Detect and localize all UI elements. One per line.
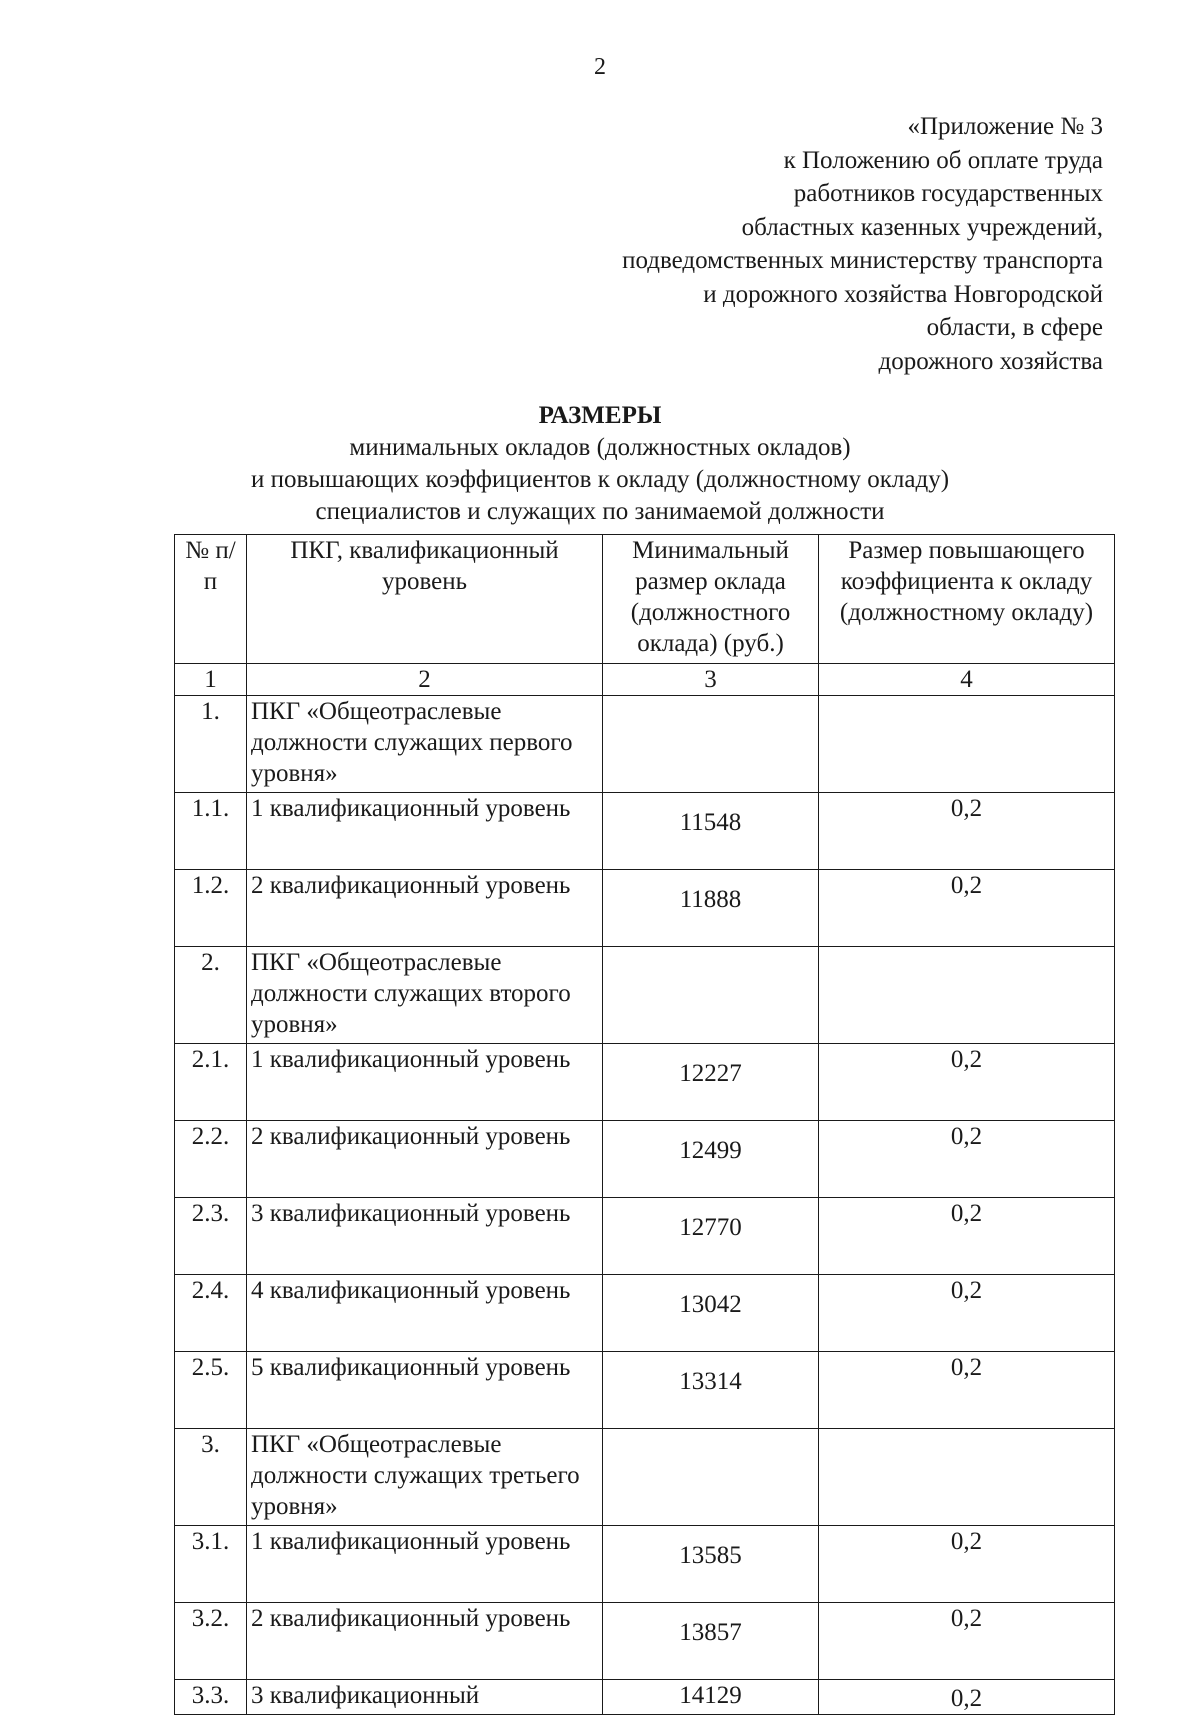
row-min-salary: 12499 xyxy=(603,1121,819,1198)
table-row xyxy=(175,1526,1115,1603)
appendix-line: и дорожного хозяйства Новгородской xyxy=(703,280,1103,308)
row-min-salary: 11548 xyxy=(603,793,819,870)
row-number: 1.2. xyxy=(175,870,247,947)
row-name: 2 квалификационный уровень xyxy=(247,1603,603,1680)
row-name: 4 квалификационный уровень xyxy=(247,1275,603,1352)
row-name: 2 квалификационный уровень xyxy=(247,870,603,947)
row-coefficient: 0,2 xyxy=(819,1603,1115,1680)
header-number: № п/п xyxy=(175,535,247,664)
row-coefficient: 0,2 xyxy=(819,1680,1115,1715)
row-number: 1.1. xyxy=(175,793,247,870)
document-title-block xyxy=(0,400,1200,528)
row-number: 3.3. xyxy=(175,1680,247,1715)
row-name: 1 квалификационный уровень xyxy=(247,1526,603,1603)
row-number: 3.1. xyxy=(175,1526,247,1603)
document-subtitle-line: специалистов и служащих по занимаемой должности xyxy=(315,498,885,525)
row-name: ПКГ «Общеотраслевые должности служащих первого уровня» xyxy=(247,696,603,793)
row-number: 3.2. xyxy=(175,1603,247,1680)
appendix-line: области, в сфере xyxy=(926,314,1103,341)
row-number: 2.5. xyxy=(175,1352,247,1429)
table-row xyxy=(175,1429,1115,1526)
table-row xyxy=(175,1603,1115,1680)
table-row xyxy=(175,1275,1115,1352)
table-row xyxy=(175,1680,1115,1715)
row-number: 1. xyxy=(175,696,247,793)
row-name: ПКГ «Общеотраслевые должности служащих второго уровня» xyxy=(247,947,603,1044)
row-number: 2.3. xyxy=(175,1198,247,1275)
column-number: 4 xyxy=(819,664,1115,696)
appendix-line: «Приложение № 3 xyxy=(907,113,1103,140)
row-min-salary: 12770 xyxy=(603,1198,819,1275)
row-min-salary: 13314 xyxy=(603,1352,819,1429)
appendix-line: подведомственных министерству транспорта xyxy=(622,247,1103,274)
header-coefficient: Размер повышающего коэффициента к окладу (должностному окладу) xyxy=(819,535,1115,664)
row-name: 1 квалификационный уровень xyxy=(247,1044,603,1121)
appendix-line: работников государственных xyxy=(793,180,1103,207)
table-row xyxy=(175,870,1115,947)
row-number: 3. xyxy=(175,1429,247,1526)
row-coefficient: 0,2 xyxy=(819,870,1115,947)
table-row xyxy=(175,947,1115,1044)
row-min-salary xyxy=(603,1429,819,1526)
table-row xyxy=(175,1044,1115,1121)
document-title: РАЗМЕРЫ xyxy=(538,402,662,429)
row-coefficient: 0,2 xyxy=(819,1352,1115,1429)
table-row xyxy=(175,1352,1115,1429)
header-min-salary: Минимальный размер оклада (должностного оклада) (руб.) xyxy=(603,535,819,664)
appendix-reference xyxy=(622,110,1103,378)
row-coefficient: 0,2 xyxy=(819,793,1115,870)
row-min-salary: 13042 xyxy=(603,1275,819,1352)
row-number: 2.1. xyxy=(175,1044,247,1121)
row-min-salary: 11888 xyxy=(603,870,819,947)
document-subtitle-line: минимальных окладов (должностных окладов) xyxy=(349,434,851,461)
table-header-row xyxy=(175,535,1115,664)
appendix-line: дорожного хозяйства xyxy=(878,347,1103,375)
row-name: 2 квалификационный уровень xyxy=(247,1121,603,1198)
row-min-salary: 13857 xyxy=(603,1603,819,1680)
table-body xyxy=(175,696,1115,1715)
row-coefficient: 0,2 xyxy=(819,1526,1115,1603)
row-number: 2.2. xyxy=(175,1121,247,1198)
document-subtitle-line: и повышающих коэффициентов к окладу (должностному окладу) xyxy=(250,466,950,493)
column-number: 2 xyxy=(247,664,603,696)
row-name: 1 квалификационный уровень xyxy=(247,793,603,870)
table-row xyxy=(175,1198,1115,1275)
row-min-salary: 14129 xyxy=(603,1680,819,1715)
page-number: 2 xyxy=(594,54,606,80)
table-row xyxy=(175,793,1115,870)
salary-table xyxy=(174,534,1115,1715)
appendix-line: к Положению об оплате труда xyxy=(783,146,1103,174)
row-min-salary: 12227 xyxy=(603,1044,819,1121)
row-coefficient: 0,2 xyxy=(819,1275,1115,1352)
row-coefficient xyxy=(819,696,1115,793)
row-name: 3 квалификационный xyxy=(247,1680,603,1715)
column-number: 1 xyxy=(175,664,247,696)
appendix-line: областных казенных учреждений, xyxy=(741,213,1103,241)
row-min-salary xyxy=(603,696,819,793)
row-coefficient xyxy=(819,1429,1115,1526)
row-coefficient: 0,2 xyxy=(819,1044,1115,1121)
row-coefficient: 0,2 xyxy=(819,1198,1115,1275)
table-row xyxy=(175,696,1115,793)
table-column-numbers-row xyxy=(175,664,1115,696)
row-coefficient: 0,2 xyxy=(819,1121,1115,1198)
row-min-salary xyxy=(603,947,819,1044)
row-coefficient xyxy=(819,947,1115,1044)
row-number: 2. xyxy=(175,947,247,1044)
header-pkg-level: ПКГ, квалификационный уровень xyxy=(247,535,603,664)
row-name: ПКГ «Общеотраслевые должности служащих третьего уровня» xyxy=(247,1429,603,1526)
row-name: 3 квалификационный уровень xyxy=(247,1198,603,1275)
row-number: 2.4. xyxy=(175,1275,247,1352)
table-row xyxy=(175,1121,1115,1198)
row-name: 5 квалификационный уровень xyxy=(247,1352,603,1429)
column-number: 3 xyxy=(603,664,819,696)
row-min-salary: 13585 xyxy=(603,1526,819,1603)
